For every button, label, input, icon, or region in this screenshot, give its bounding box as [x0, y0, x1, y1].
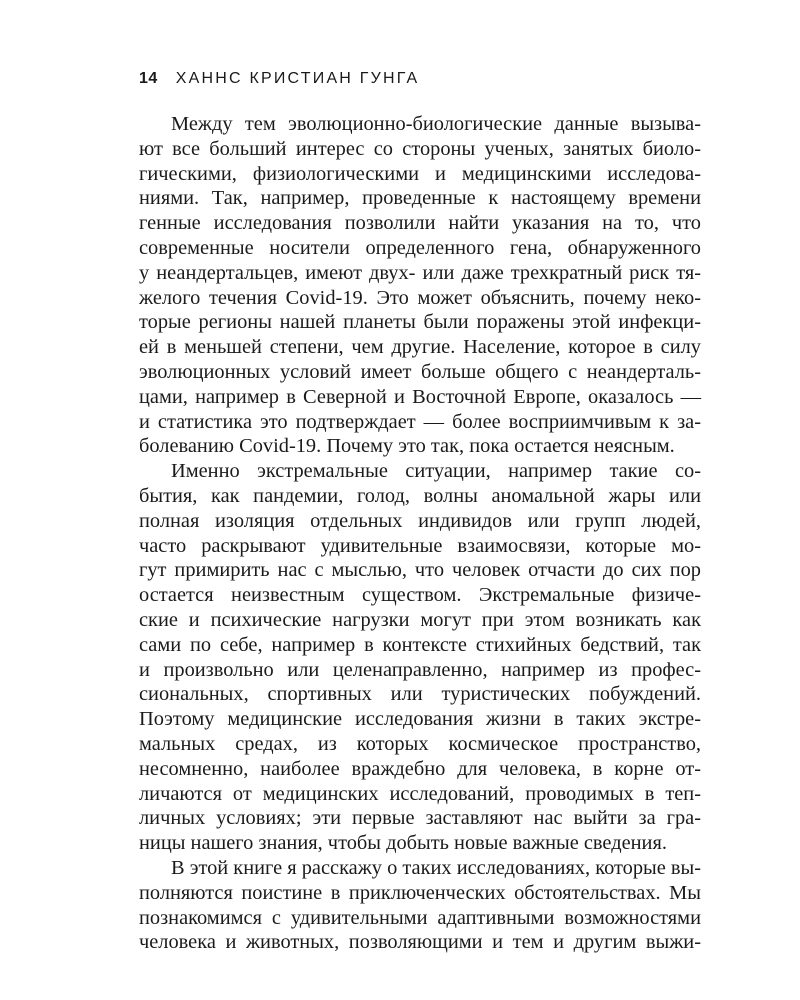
- text-line: сами по себе, например в контексте стихийных бедствий, так: [139, 633, 701, 656]
- text-line: эволюционных условий имеет больше общего с неандерталь-: [139, 360, 701, 383]
- text-line: личаются от медицинских исследований, проводимых в теп-: [139, 782, 701, 805]
- running-head: [139, 70, 699, 94]
- text-line: В этой книге я расскажу о таких исследованиях, которые вы-: [171, 856, 702, 879]
- text-line: желого течения Covid-19. Это может объяснить, почему неко-: [139, 286, 701, 309]
- text-line: несомненно, наиболее враждебно для человека, в корне от-: [139, 757, 701, 780]
- text-line: торые регионы нашей планеты были поражены этой инфекци-: [139, 311, 701, 334]
- text-line: гическими, физиологическими и медицинскими исследова-: [139, 162, 701, 185]
- text-line: Поэтому медицинские исследования жизни в таких экстре-: [139, 708, 701, 731]
- text-line: мальных средах, из которых космическое пространство,: [139, 732, 701, 755]
- text-line: цами, например в Северной и Восточной Европе, оказалось —: [139, 385, 701, 408]
- text-line: болеванию Covid-19. Почему это так, пока остается неясным.: [139, 435, 675, 458]
- text-line: остается неизвестным существом. Экстремальные физиче-: [139, 584, 701, 607]
- text-line: у неандертальцев, имеют двух- или даже трехкратный риск тя-: [139, 261, 701, 284]
- text-line: бытия, как пандемии, голод, волны аномальной жары или: [139, 484, 701, 507]
- text-line: сиональных, спортивных или туристических побуждений.: [139, 683, 701, 706]
- text-line: человека и животных, позволяющими и тем и другим выжи-: [139, 931, 701, 954]
- text-line: ниями. Так, например, проведенные к настоящему времени: [139, 187, 701, 210]
- text-line: ей в меньшей степени, чем другие. Население, которое в силу: [139, 336, 701, 359]
- text-line: ют все больший интерес со стороны ученых, занятых биоло-: [139, 137, 701, 160]
- text-line: и статистика это подтверждает — более восприимчивым к за-: [139, 410, 701, 433]
- text-line: Именно экстремальные ситуации, например такие со-: [171, 460, 701, 483]
- text-line: ницы нашего знания, чтобы добыть новые важные сведения.: [139, 832, 667, 855]
- running-head-author: ХАННС КРИСТИАН ГУНГА: [175, 70, 420, 87]
- text-line: и произвольно или целенаправленно, например из профес-: [139, 658, 701, 681]
- text-line: Между тем эволюционно-биологические данные вызыва-: [171, 113, 701, 135]
- text-line: личных условиях; эти первые заставляют нас выйти за гра-: [139, 807, 701, 830]
- text-line: современные носители определенного гена, обнаруженного: [139, 236, 701, 259]
- body-text: [139, 112, 701, 955]
- text-line: полная изоляция отдельных индивидов или групп людей,: [139, 509, 701, 532]
- text-line: ские и психические нагрузки могут при этом возникать как: [139, 608, 701, 631]
- text-line: полняются поистине в приключенческих обстоятельствах. Мы: [139, 881, 701, 904]
- text-line: гут примирить нас с мыслью, что человек отчасти до сих пор: [139, 559, 701, 582]
- page-number: 14: [139, 70, 158, 87]
- text-line: часто раскрывают удивительные взаимосвязи, которые мо-: [139, 534, 701, 557]
- text-line: познакомимся с удивительными адаптивными возможностями: [139, 906, 701, 929]
- text-line: генные исследования позволили найти указания на то, что: [139, 212, 701, 235]
